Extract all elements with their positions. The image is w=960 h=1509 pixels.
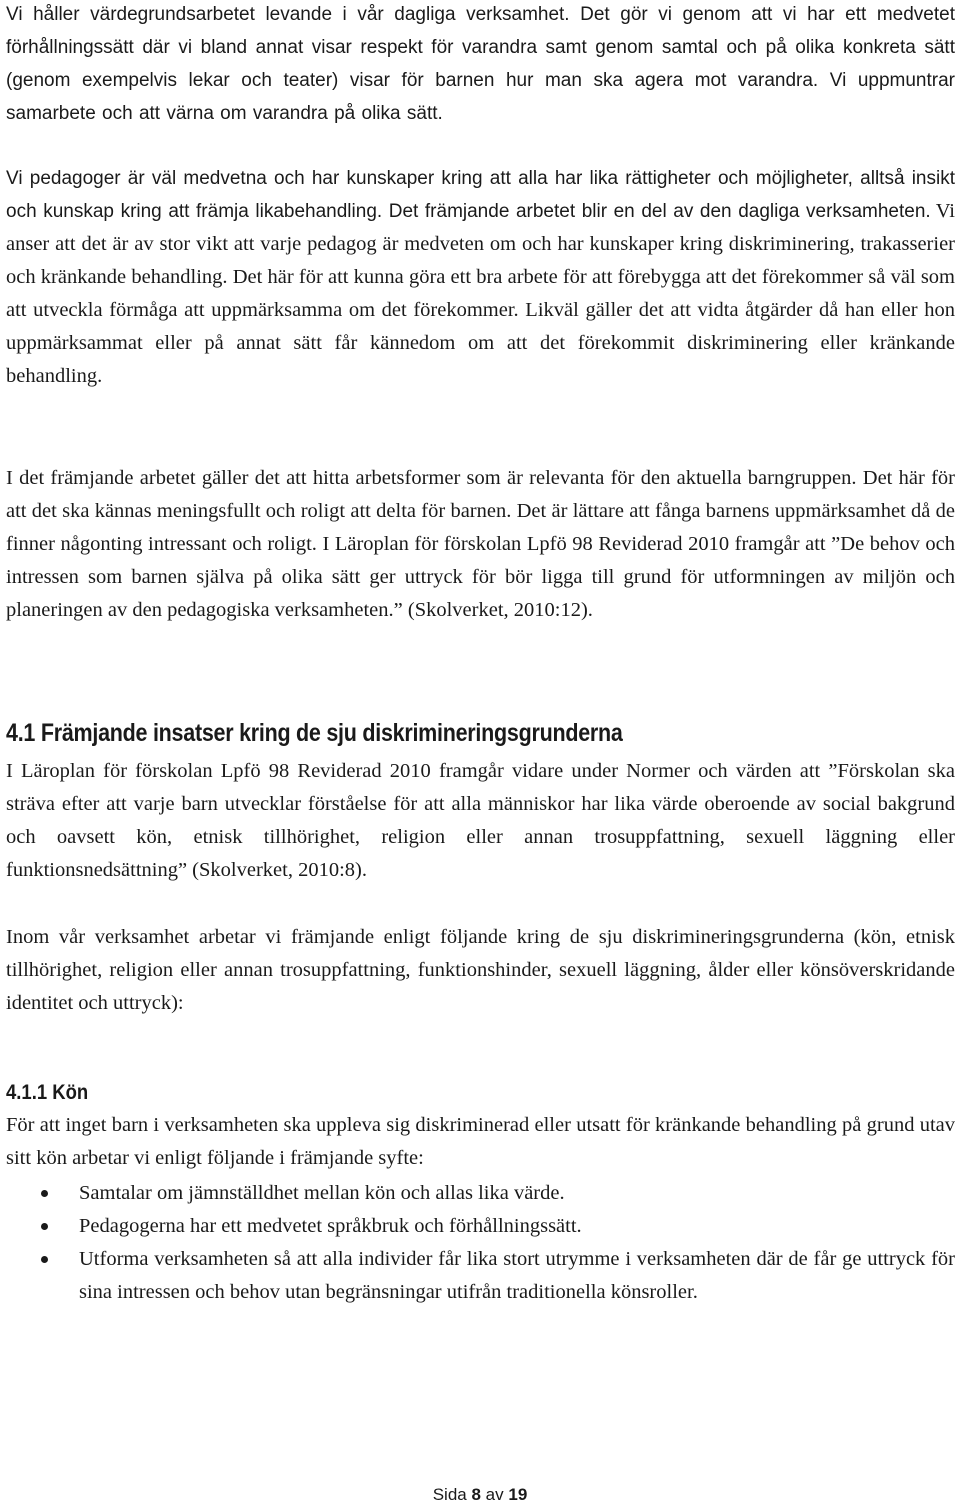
bullet-icon [41,1256,48,1263]
paragraph-values: Vi håller värdegrundsarbetet levande i vår dagliga verksamhet. Det gör vi genom att vi har ett medvetet förhållningssätt där vi bland annat visar respekt för varandra samt genom samtal och på olika konkreta sätt (genom exempelvis lekar och teater) visar för barnen hur man ska agera mot varandra. Vi uppmuntrar samarbete och att värna om varandra på olika sätt. [6,4,955,124]
paragraph-educators-sans: Vi pedagoger är väl medvetna och har kunskaper kring att alla har lika rättigheter och möjligheter, alltså insikt och kunskap kring att främja likabehandling. Det främjande arbetet blir en del av den dagliga verksamheten. [6,168,955,222]
list-item-text: Samtalar om jämnställdhet mellan kön och allas lika värde. [79,1182,565,1204]
footer-total-pages: 19 [508,1485,528,1504]
paragraph-curriculum: I Läroplan för förskolan Lpfö 98 Reviderad 2010 framgår vidare under Normer och värden att ”Förskolan ska sträva efter att varje barn utvecklar förståelse för att alla människor har lika värde oberoende av social bakgrund och oavsett kön, etnisk tillhörighet, religion eller annan trosuppfattning, sexuell läggning eller funktionsnedsättning” (Skolverket, 2010:8). [6,760,955,881]
bullet-icon [41,1190,48,1197]
list-item-text: Utforma verksamheten så att alla individer får lika stort utrymme i verksamheten där de får ge uttryck för sina intressen och behov utan begränsningar utifrån traditionella könsroller. [79,1248,955,1303]
paragraph-seven-grounds: Inom vår verksamhet arbetar vi främjande enligt följande kring de sju diskrimineringsgrunderna (kön, etnisk tillhörighet, religion eller annan trosuppfattning, funktionshinder, sexuell läggning, ålder eller könsöverskridande identitet och uttryck): [6,926,955,1014]
list-item [6,1243,955,1309]
paragraph-promotive-work: I det främjande arbetet gäller det att hitta arbetsformer som är relevanta för den aktuella barngruppen. Det här för att det ska kännas meningsfullt och roligt att delta för barnen. Det är lättare att fånga barnens uppmärksamhet då de finner någonting intressant och roligt. I Läroplan för förskolan Lpfö 98 Reviderad 2010 framgår att ”De behov och intressen som barnen själva på olika sätt ger uttryck för bör ligga till grund för utformningen av miljön och planeringen av den pedagogiska verksamheten.” (Skolverket, 2010:12). [6,467,955,621]
page-footer [0,1484,960,1506]
footer-of: av [485,1485,504,1504]
footer-label: Sida [432,1485,467,1504]
list-item [6,1210,955,1243]
bullet-list [6,1177,955,1309]
paragraph-educators [6,162,955,393]
section-heading-4-1: 4.1 Främjande insatser kring de sju diskrimineringsgrunderna [6,719,623,747]
list-item [6,1177,955,1210]
list-item-text: Pedagogerna har ett medvetet språkbruk och förhållningssätt. [79,1215,582,1237]
paragraph-educators-serif: Vi anser att det är av stor vikt att varje pedagog är medveten om och har kunskaper kring diskriminering, trakasserier och kränkande behandling. Det här för att kunna göra ett bra arbete för att förebygga att det förekommer så väl som att utveckla förmåga att uppmärksamma om det förekommer. Likväl gäller det att vidta åtgärder då han eller hon uppmärksammat eller på annat sätt får kännedom om att det förekommit diskriminering eller kränkande behandling. [6,200,955,387]
paragraph-gender: För att inget barn i verksamheten ska uppleva sig diskriminerad eller utsatt för kränkande behandling på grund utav sitt kön arbetar vi enligt följande i främjande syfte: [6,1114,955,1169]
section-heading-4-1-1: 4.1.1 Kön [6,1081,89,1104]
bullet-icon [41,1223,48,1230]
footer-page-number: 8 [471,1485,481,1504]
